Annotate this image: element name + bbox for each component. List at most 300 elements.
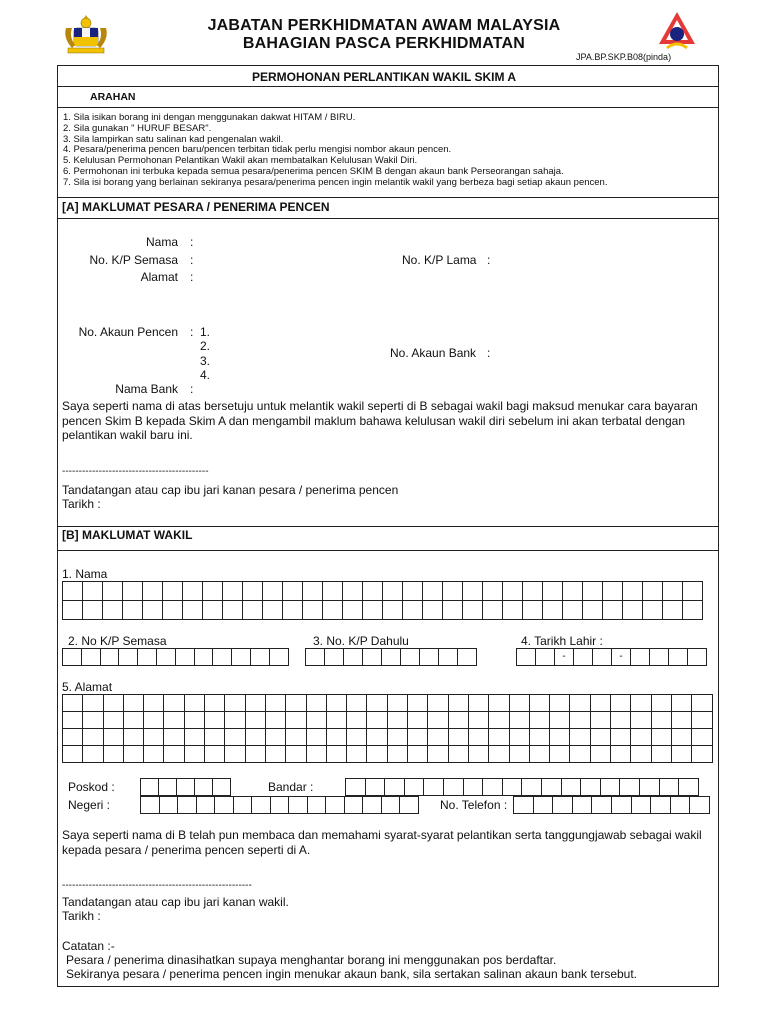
input-box[interactable] xyxy=(141,797,160,814)
input-box[interactable] xyxy=(366,779,386,796)
input-box[interactable] xyxy=(286,746,306,763)
arahan-item: 4. Pesara/penerima pencen baru/pencen terbitan tidak perlu mengisi nombor akaun pencen. xyxy=(63,144,452,156)
input-box[interactable] xyxy=(550,729,570,746)
input-box[interactable] xyxy=(213,649,232,666)
input-box[interactable] xyxy=(652,729,672,746)
input-box[interactable] xyxy=(213,779,231,796)
input-box[interactable] xyxy=(303,582,323,601)
input-box[interactable] xyxy=(232,649,251,666)
poskod-grid[interactable] xyxy=(140,778,231,796)
input-box[interactable] xyxy=(164,712,184,729)
input-box[interactable] xyxy=(469,712,489,729)
input-box[interactable] xyxy=(443,601,463,620)
input-box[interactable] xyxy=(489,729,509,746)
input-box[interactable] xyxy=(183,582,203,601)
input-box[interactable] xyxy=(270,649,289,666)
input-box[interactable] xyxy=(672,729,692,746)
input-box[interactable] xyxy=(345,797,364,814)
input-box[interactable] xyxy=(101,649,120,666)
input-box[interactable] xyxy=(223,601,243,620)
input-box[interactable] xyxy=(104,695,124,712)
input-box[interactable] xyxy=(163,582,183,601)
input-box[interactable] xyxy=(286,695,306,712)
input-box[interactable] xyxy=(195,779,213,796)
input-box[interactable] xyxy=(176,649,195,666)
input-box[interactable] xyxy=(458,649,477,666)
input-box[interactable] xyxy=(503,779,523,796)
input-box[interactable] xyxy=(63,601,83,620)
input-box[interactable] xyxy=(234,797,253,814)
input-box[interactable] xyxy=(385,779,405,796)
input-box[interactable] xyxy=(363,601,383,620)
header-agency-name: JABATAN PERKHIDMATAN AWAM MALAYSIA xyxy=(207,17,561,34)
input-box[interactable] xyxy=(611,695,631,712)
input-box[interactable] xyxy=(669,649,688,666)
input-box[interactable] xyxy=(523,582,543,601)
input-box[interactable] xyxy=(530,729,550,746)
input-box[interactable] xyxy=(672,712,692,729)
section-a-statement: Saya seperti nama di atas bersetuju untuk melantik wakil seperti di B sebagai wakil bagi maksud menukar cara bayaran pencen Skim B kepada Skim A dan mengambil maklum bahawa kelulusan wakil diri sebelum ini akan terbatal dengan pelantikan wakil baru ini. xyxy=(62,399,698,442)
input-box[interactable] xyxy=(683,601,703,620)
input-box[interactable] xyxy=(205,712,225,729)
input-box[interactable] xyxy=(443,582,463,601)
input-box[interactable] xyxy=(672,746,692,763)
input-box[interactable] xyxy=(346,779,366,796)
input-box[interactable] xyxy=(246,729,266,746)
input-box[interactable] xyxy=(388,712,408,729)
input-box[interactable] xyxy=(63,582,83,601)
input-box[interactable] xyxy=(225,712,245,729)
input-box[interactable] xyxy=(286,712,306,729)
input-box[interactable] xyxy=(423,582,443,601)
input-box[interactable] xyxy=(510,712,530,729)
input-box[interactable] xyxy=(177,779,195,796)
akaun-pencen-list[interactable] xyxy=(200,325,210,382)
input-box[interactable] xyxy=(611,712,631,729)
wakil-tarikh-lahir-grid[interactable] xyxy=(516,648,707,666)
input-box[interactable] xyxy=(408,746,428,763)
input-box[interactable] xyxy=(423,601,443,620)
input-box[interactable] xyxy=(652,695,672,712)
colon: : xyxy=(190,325,194,339)
input-box[interactable] xyxy=(663,582,683,601)
nama-bank-field[interactable] xyxy=(198,380,498,396)
alamat-field[interactable] xyxy=(198,268,698,318)
input-box[interactable] xyxy=(327,746,347,763)
nama-field[interactable] xyxy=(198,233,698,249)
input-box[interactable] xyxy=(623,582,643,601)
input-box[interactable] xyxy=(144,712,164,729)
input-box[interactable] xyxy=(510,729,530,746)
input-box[interactable] xyxy=(307,712,327,729)
wakil-kp-dahulu-grid[interactable] xyxy=(305,648,477,666)
input-box[interactable] xyxy=(631,649,650,666)
input-box[interactable] xyxy=(266,729,286,746)
input-box[interactable] xyxy=(144,746,164,763)
input-box[interactable] xyxy=(388,695,408,712)
input-box[interactable] xyxy=(503,582,523,601)
akaun-bank-field[interactable] xyxy=(496,344,696,360)
input-box[interactable] xyxy=(652,746,672,763)
input-box[interactable] xyxy=(63,712,83,729)
input-box[interactable] xyxy=(631,746,651,763)
input-box[interactable] xyxy=(522,779,542,796)
input-box[interactable] xyxy=(401,649,420,666)
input-box[interactable] xyxy=(663,601,683,620)
input-box[interactable] xyxy=(671,797,691,814)
input-box[interactable] xyxy=(489,746,509,763)
input-box[interactable] xyxy=(591,712,611,729)
input-box[interactable] xyxy=(185,729,205,746)
input-box[interactable] xyxy=(124,712,144,729)
input-box[interactable] xyxy=(640,779,660,796)
input-box[interactable] xyxy=(283,582,303,601)
input-box[interactable] xyxy=(246,712,266,729)
input-box[interactable] xyxy=(388,746,408,763)
input-box[interactable] xyxy=(517,649,536,666)
input-box[interactable] xyxy=(344,649,363,666)
input-box[interactable] xyxy=(124,729,144,746)
input-box[interactable] xyxy=(164,746,184,763)
input-box[interactable] xyxy=(530,695,550,712)
input-box[interactable] xyxy=(542,779,562,796)
input-box[interactable] xyxy=(104,746,124,763)
input-box[interactable] xyxy=(563,601,583,620)
input-box[interactable] xyxy=(692,729,712,746)
input-box[interactable] xyxy=(63,729,83,746)
input-box[interactable] xyxy=(469,746,489,763)
input-box[interactable] xyxy=(408,729,428,746)
input-box[interactable] xyxy=(303,601,323,620)
input-box[interactable] xyxy=(536,649,555,666)
input-box[interactable] xyxy=(123,582,143,601)
input-box[interactable] xyxy=(141,779,159,796)
input-box[interactable] xyxy=(266,695,286,712)
input-box[interactable] xyxy=(225,695,245,712)
input-box[interactable] xyxy=(157,649,176,666)
input-box[interactable] xyxy=(124,746,144,763)
input-box[interactable] xyxy=(307,695,327,712)
input-box[interactable] xyxy=(367,695,387,712)
input-box[interactable] xyxy=(408,695,428,712)
input-box[interactable] xyxy=(143,582,163,601)
akaun-pencen-item: 3. xyxy=(200,353,211,368)
input-box[interactable] xyxy=(83,712,103,729)
wakil-alamat-grid[interactable] xyxy=(62,694,713,763)
input-box[interactable] xyxy=(164,729,184,746)
input-box[interactable] xyxy=(603,601,623,620)
input-box[interactable] xyxy=(553,797,573,814)
input-box[interactable] xyxy=(679,779,699,796)
input-box[interactable] xyxy=(251,649,270,666)
input-box[interactable] xyxy=(439,649,458,666)
input-box[interactable] xyxy=(570,729,590,746)
input-box[interactable] xyxy=(692,712,712,729)
input-box[interactable] xyxy=(205,695,225,712)
input-box[interactable] xyxy=(403,582,423,601)
akaun-pencen-item: 2. xyxy=(200,339,211,354)
kp-lama-field[interactable] xyxy=(496,251,696,267)
input-box[interactable] xyxy=(143,601,163,620)
input-box[interactable] xyxy=(63,695,83,712)
input-box[interactable] xyxy=(104,729,124,746)
input-box[interactable] xyxy=(603,582,623,601)
input-box[interactable] xyxy=(672,695,692,712)
input-box[interactable] xyxy=(325,649,344,666)
input-box[interactable] xyxy=(514,797,534,814)
input-box[interactable] xyxy=(688,649,707,666)
input-box[interactable] xyxy=(185,712,205,729)
input-box[interactable] xyxy=(550,695,570,712)
input-box[interactable] xyxy=(601,779,621,796)
input-box[interactable] xyxy=(652,712,672,729)
input-box[interactable] xyxy=(562,779,582,796)
input-box[interactable] xyxy=(104,712,124,729)
input-box[interactable] xyxy=(83,695,103,712)
input-box[interactable] xyxy=(692,746,712,763)
input-box[interactable] xyxy=(550,746,570,763)
input-box[interactable] xyxy=(408,712,428,729)
input-box[interactable] xyxy=(225,746,245,763)
arahan-item: 6. Permohonan ini terbuka kepada semua pesara/penerima pencen SKIM B dengan akaun bank Perseorangan sahaja. xyxy=(63,165,564,177)
input-box[interactable] xyxy=(543,601,563,620)
input-box[interactable] xyxy=(563,582,583,601)
input-box[interactable] xyxy=(178,797,197,814)
input-box[interactable] xyxy=(570,712,590,729)
input-box[interactable] xyxy=(367,729,387,746)
input-box[interactable] xyxy=(215,797,234,814)
input-box[interactable] xyxy=(690,797,710,814)
input-box[interactable] xyxy=(197,797,216,814)
input-box[interactable] xyxy=(327,712,347,729)
wakil-kp-semasa-grid[interactable] xyxy=(62,648,289,666)
input-box[interactable] xyxy=(489,695,509,712)
catatan-note: Sekiranya pesara / penerima pencen ingin menukar akaun bank, sila sertakan salinan akaun bank tersebut. xyxy=(66,967,638,981)
input-box[interactable] xyxy=(591,695,611,712)
input-box[interactable] xyxy=(159,779,177,796)
input-box[interactable] xyxy=(243,582,263,601)
input-box[interactable] xyxy=(489,712,509,729)
input-box[interactable] xyxy=(570,695,590,712)
input-box[interactable] xyxy=(483,582,503,601)
input-box[interactable] xyxy=(591,746,611,763)
input-box[interactable] xyxy=(163,601,183,620)
poskod-label: Poskod : xyxy=(68,780,115,794)
input-box[interactable] xyxy=(363,797,382,814)
input-box[interactable] xyxy=(263,601,283,620)
arahan-heading: ARAHAN xyxy=(90,91,136,103)
input-box[interactable] xyxy=(205,729,225,746)
input-box[interactable] xyxy=(483,779,503,796)
input-box[interactable] xyxy=(343,582,363,601)
input-box[interactable] xyxy=(632,797,652,814)
input-box[interactable] xyxy=(428,729,448,746)
input-box[interactable] xyxy=(205,746,225,763)
input-box[interactable] xyxy=(530,746,550,763)
input-box[interactable] xyxy=(683,582,703,601)
input-box[interactable] xyxy=(631,729,651,746)
input-box[interactable] xyxy=(367,746,387,763)
input-box[interactable] xyxy=(223,582,243,601)
input-box[interactable] xyxy=(323,601,343,620)
input-box[interactable] xyxy=(643,601,663,620)
input-box[interactable] xyxy=(623,601,643,620)
input-box[interactable] xyxy=(428,712,448,729)
input-box[interactable] xyxy=(449,712,469,729)
input-box[interactable] xyxy=(144,695,164,712)
input-box[interactable] xyxy=(650,649,669,666)
input-box[interactable] xyxy=(83,582,103,601)
input-box[interactable] xyxy=(263,582,283,601)
input-box[interactable] xyxy=(83,601,103,620)
input-box[interactable] xyxy=(631,695,651,712)
input-box[interactable] xyxy=(307,729,327,746)
input-box[interactable] xyxy=(581,779,601,796)
input-box[interactable] xyxy=(469,695,489,712)
input-box[interactable] xyxy=(510,746,530,763)
header-division-name: BAHAGIAN PASCA PERKHIDMATAN xyxy=(242,35,526,52)
input-box[interactable] xyxy=(83,729,103,746)
input-box[interactable] xyxy=(463,582,483,601)
input-box[interactable] xyxy=(123,601,143,620)
input-box[interactable] xyxy=(266,712,286,729)
input-box[interactable] xyxy=(534,797,554,814)
input-box[interactable] xyxy=(119,649,138,666)
input-box[interactable] xyxy=(449,746,469,763)
input-box[interactable] xyxy=(160,797,179,814)
input-box[interactable] xyxy=(82,649,101,666)
input-box[interactable] xyxy=(543,582,563,601)
input-box[interactable] xyxy=(327,695,347,712)
input-box[interactable] xyxy=(243,601,263,620)
input-box[interactable] xyxy=(523,601,543,620)
input-box[interactable] xyxy=(620,779,640,796)
wakil-nama-grid[interactable] xyxy=(62,581,703,620)
input-box[interactable] xyxy=(164,695,184,712)
input-box[interactable] xyxy=(510,695,530,712)
input-box[interactable] xyxy=(63,746,83,763)
input-box[interactable] xyxy=(286,729,306,746)
input-box[interactable] xyxy=(203,601,223,620)
kp-semasa-field[interactable] xyxy=(198,251,388,267)
input-box[interactable] xyxy=(63,649,82,666)
input-box[interactable] xyxy=(592,797,612,814)
input-box[interactable] xyxy=(383,582,403,601)
input-box[interactable] xyxy=(103,582,123,601)
input-box[interactable] xyxy=(347,695,367,712)
akaun-pencen-item: 1. xyxy=(200,325,211,339)
input-box[interactable] xyxy=(574,649,593,666)
input-box[interactable] xyxy=(612,797,632,814)
input-box[interactable] xyxy=(388,729,408,746)
input-box[interactable] xyxy=(266,746,286,763)
input-box[interactable] xyxy=(405,779,425,796)
input-box[interactable] xyxy=(343,601,363,620)
input-box[interactable] xyxy=(503,601,523,620)
input-box[interactable] xyxy=(138,649,157,666)
input-box[interactable] xyxy=(383,601,403,620)
input-box[interactable] xyxy=(550,712,570,729)
input-box[interactable] xyxy=(185,746,205,763)
input-box[interactable] xyxy=(583,582,603,601)
input-box[interactable] xyxy=(469,729,489,746)
input-box[interactable] xyxy=(183,601,203,620)
input-box[interactable] xyxy=(203,582,223,601)
input-box[interactable] xyxy=(246,695,266,712)
input-box[interactable] xyxy=(367,712,387,729)
input-box[interactable] xyxy=(643,582,663,601)
input-box[interactable] xyxy=(660,779,680,796)
input-box[interactable] xyxy=(428,695,448,712)
input-box[interactable] xyxy=(307,746,327,763)
input-box[interactable] xyxy=(483,601,503,620)
input-box[interactable] xyxy=(308,797,327,814)
input-box[interactable] xyxy=(327,729,347,746)
input-box[interactable] xyxy=(382,797,401,814)
input-box[interactable] xyxy=(225,729,245,746)
input-box[interactable] xyxy=(347,729,367,746)
input-box[interactable] xyxy=(289,797,308,814)
arahan-item: 5. Kelulusan Permohonan Pelantikan Wakil akan membatalkan Kelulusan Wakil Diri. xyxy=(63,155,418,167)
input-box[interactable] xyxy=(583,601,603,620)
input-box[interactable] xyxy=(593,649,612,666)
input-box[interactable] xyxy=(692,695,712,712)
input-box[interactable] xyxy=(449,695,469,712)
colon: : xyxy=(190,270,194,284)
input-box[interactable] xyxy=(326,797,345,814)
input-box[interactable] xyxy=(252,797,271,814)
input-box[interactable] xyxy=(444,779,464,796)
input-box[interactable] xyxy=(283,601,303,620)
input-box[interactable] xyxy=(195,649,214,666)
input-box[interactable] xyxy=(185,695,205,712)
input-box[interactable] xyxy=(420,649,439,666)
input-box[interactable] xyxy=(347,712,367,729)
alamat-label: Alamat xyxy=(140,270,178,284)
input-box[interactable] xyxy=(363,649,382,666)
input-box[interactable] xyxy=(463,601,483,620)
bandar-grid[interactable] xyxy=(345,778,699,796)
input-box[interactable] xyxy=(83,746,103,763)
input-box[interactable] xyxy=(400,797,419,814)
input-box[interactable] xyxy=(246,746,266,763)
input-box[interactable] xyxy=(124,695,144,712)
input-box[interactable] xyxy=(631,712,651,729)
input-box[interactable] xyxy=(363,582,383,601)
input-box[interactable] xyxy=(144,729,164,746)
input-box[interactable] xyxy=(611,746,631,763)
input-box[interactable] xyxy=(611,729,631,746)
input-box[interactable] xyxy=(573,797,593,814)
input-box[interactable] xyxy=(323,582,343,601)
input-box[interactable] xyxy=(651,797,671,814)
input-box[interactable] xyxy=(424,779,444,796)
input-box[interactable] xyxy=(428,746,448,763)
input-box[interactable] xyxy=(103,601,123,620)
input-box[interactable] xyxy=(382,649,401,666)
input-box[interactable] xyxy=(403,601,423,620)
input-box[interactable] xyxy=(570,746,590,763)
input-box[interactable] xyxy=(347,746,367,763)
input-box[interactable] xyxy=(449,729,469,746)
telefon-grid[interactable] xyxy=(513,796,710,814)
input-box[interactable] xyxy=(530,712,550,729)
input-box[interactable] xyxy=(591,729,611,746)
input-box[interactable] xyxy=(306,649,325,666)
input-box[interactable] xyxy=(271,797,290,814)
input-box[interactable] xyxy=(464,779,484,796)
negeri-grid[interactable] xyxy=(140,796,419,814)
